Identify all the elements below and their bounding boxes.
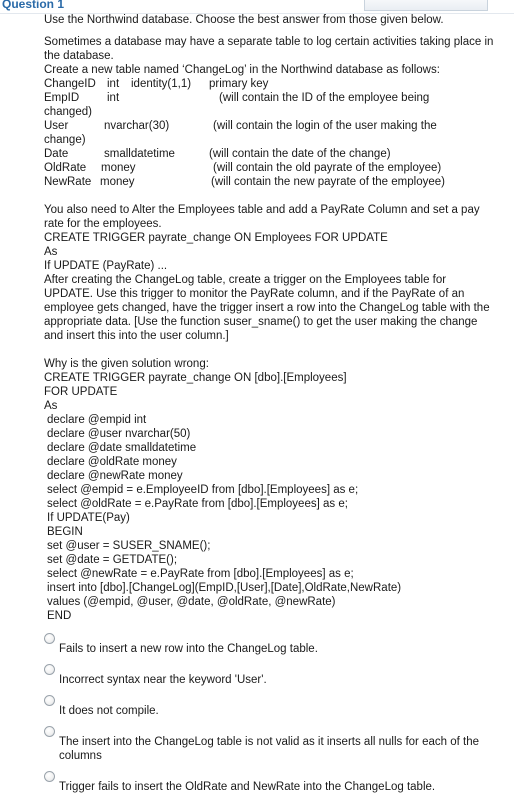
code-line: select @oldRate = e.PayRate from [dbo].[Employees] as e; bbox=[47, 498, 348, 510]
code-line: select @newRate = e.PayRate from [dbo].[Employees] as e; bbox=[47, 568, 354, 580]
option-label: The insert into the ChangeLog table is not valid as it inserts all nulls for each of the columns bbox=[59, 736, 479, 762]
code-line: set @date = GETDATE(); bbox=[47, 554, 178, 566]
intro-text: Use the Northwind database. Choose the best answer from those given below. bbox=[44, 14, 444, 26]
question-body bbox=[44, 13, 494, 623]
option-label: Fails to insert a new row into the ChangeLog table. bbox=[59, 643, 318, 655]
col-name: Date bbox=[44, 148, 69, 160]
code-line: END bbox=[47, 610, 72, 622]
col-extra: identity(1,1) bbox=[131, 78, 192, 90]
radio-button[interactable] bbox=[44, 664, 55, 675]
radio-button[interactable] bbox=[44, 633, 55, 644]
col-type: money bbox=[101, 162, 136, 174]
option-label: Incorrect syntax near the keyword 'User'. bbox=[59, 674, 267, 686]
para3-line: As bbox=[44, 400, 58, 412]
col-name: OldRate bbox=[44, 162, 87, 174]
code-line: declare @oldRate money bbox=[47, 456, 177, 468]
table-row bbox=[44, 119, 494, 133]
table-row bbox=[44, 161, 494, 175]
para3-line: CREATE TRIGGER payrate_change ON [dbo].[Employees] bbox=[44, 372, 347, 384]
para2-line: After creating the ChangeLog table, create a trigger on the Employees table for UPDATE. Use this trigger to monitor the PayRate column, and if the PayRate of an employee gets changed, have the trigger insert a row into the ChangeLog table with the appropriate data. [Use the function suser_sname() to get the user making the change and insert this into the user column.] bbox=[44, 274, 490, 342]
header-tab bbox=[364, 0, 488, 11]
col-note: (will contain the old payrate of the employee) bbox=[213, 162, 442, 174]
code-line: insert into [dbo].[ChangeLog](EmpID,[User],[Date],OldRate,NewRate) bbox=[47, 582, 402, 594]
radio-button[interactable] bbox=[44, 771, 55, 782]
code-line: declare @date smalldatetime bbox=[47, 442, 197, 454]
para2-line: You also need to Alter the Employees table and add a PayRate Column and set a pay rate for the employees. bbox=[44, 204, 480, 230]
answer-options bbox=[44, 633, 494, 799]
col-type: money bbox=[100, 176, 135, 188]
col-note: (will contain the ID of the employee being bbox=[219, 92, 430, 104]
col-note-wrap: change) bbox=[44, 134, 86, 146]
table-row bbox=[44, 147, 494, 161]
code-line: BEGIN bbox=[47, 526, 83, 538]
para2-line: If UPDATE (PayRate) ... bbox=[44, 260, 168, 272]
radio-button[interactable] bbox=[44, 726, 55, 737]
answer-option[interactable] bbox=[44, 633, 494, 664]
col-type: int bbox=[107, 78, 120, 90]
code-line: set @user = SUSER_SNAME(); bbox=[47, 540, 211, 552]
col-type: smalldatetime bbox=[104, 148, 175, 160]
para3-line: FOR UPDATE bbox=[44, 386, 118, 398]
radio-button[interactable] bbox=[44, 695, 55, 706]
col-name: NewRate bbox=[44, 176, 92, 188]
code-line: If UPDATE(Pay) bbox=[47, 512, 130, 524]
table-row bbox=[44, 77, 494, 91]
col-note: primary key bbox=[209, 78, 269, 90]
table-row bbox=[44, 91, 494, 105]
answer-option[interactable] bbox=[44, 695, 494, 726]
code-line: declare @newRate money bbox=[47, 470, 183, 482]
table-row-wrap bbox=[44, 133, 494, 147]
col-name: EmpID bbox=[44, 92, 80, 104]
question-title: Question 1 bbox=[2, 0, 65, 11]
col-name: ChangeID bbox=[44, 78, 96, 90]
code-line: select @empid = e.EmployeeID from [dbo].[Employees] as e; bbox=[47, 484, 359, 496]
table-row bbox=[44, 175, 494, 189]
option-label: Trigger fails to insert the OldRate and NewRate into the ChangeLog table. bbox=[59, 781, 436, 793]
col-type: nvarchar(30) bbox=[104, 120, 170, 132]
answer-option[interactable] bbox=[44, 664, 494, 695]
para2-line: As bbox=[44, 246, 58, 258]
para1-text: Sometimes a database may have a separate table to log certain activities taking place in the database. bbox=[44, 36, 494, 62]
table-row-wrap bbox=[44, 105, 494, 119]
code-line: declare @user nvarchar(50) bbox=[47, 428, 191, 440]
code-block bbox=[47, 413, 494, 623]
col-note: (will contain the login of the user making the bbox=[213, 120, 437, 132]
answer-option[interactable] bbox=[44, 771, 494, 799]
para2-line: CREATE TRIGGER payrate_change ON Employees FOR UPDATE bbox=[44, 232, 388, 244]
col-note: (will contain the date of the change) bbox=[209, 148, 391, 160]
option-label: It does not compile. bbox=[59, 705, 159, 717]
col-type: int bbox=[107, 92, 120, 104]
code-line: declare @empid int bbox=[47, 414, 147, 426]
col-note: (will contain the new payrate of the employee) bbox=[211, 176, 445, 188]
col-note-wrap: changed) bbox=[44, 106, 92, 118]
create-line: Create a new table named ‘ChangeLog’ in the Northwind database as follows: bbox=[44, 64, 440, 76]
answer-option[interactable] bbox=[44, 726, 494, 771]
para3-line: Why is the given solution wrong: bbox=[44, 358, 209, 370]
question-header bbox=[0, 0, 514, 14]
code-line: values (@empid, @user, @date, @oldRate, @newRate) bbox=[47, 596, 336, 608]
col-name: User bbox=[44, 120, 69, 132]
table-definition bbox=[44, 77, 494, 189]
